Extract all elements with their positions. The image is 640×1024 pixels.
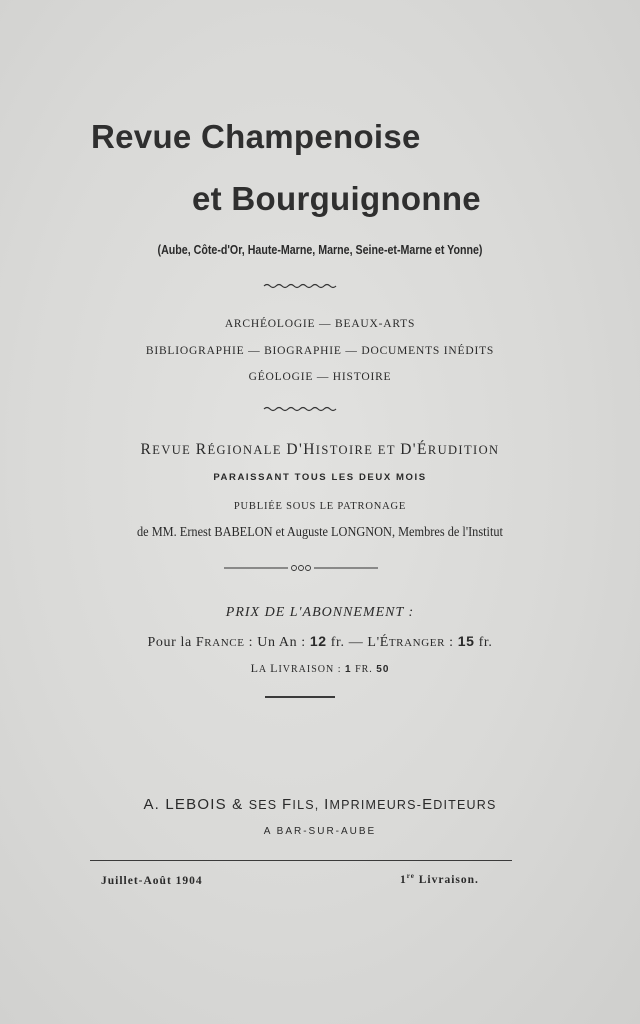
regions-subtitle: (Aube, Côte-d'Or, Haute-Marne, Marne, Seine-et-Marne et Yonne) [157, 242, 483, 257]
frequency-line: PARAISSANT TOUS LES DEUX MOIS [213, 472, 427, 483]
patronage-label: PUBLIÉE SOUS LE PATRONAGE [233, 501, 407, 512]
wavy-ornament-2 [262, 405, 338, 413]
divider-ornament [224, 563, 378, 573]
categories-line1: ARCHÉOLOGIE — BEAUX-ARTS [224, 318, 416, 330]
issue-number: 1re Livraison. [400, 872, 479, 886]
issue-date: Juillet-Août 1904 [101, 875, 203, 887]
categories-line3: GÉOLOGIE — HISTOIRE [248, 371, 392, 383]
subscription-prices: Pour la FRANCE : Un An : 12 fr. — L'ÉTRANGER : 15 fr. [147, 633, 493, 650]
publisher-line: A. LEBOIS & SES FILS, IMPRIMEURS-EDITEURS [143, 796, 497, 813]
issue-price: LA LIVRAISON : 1 FR. 50 [250, 661, 390, 675]
patrons-line: de MM. Ernest BABELON et Auguste LONGNON, Membres de l'Institut [137, 525, 503, 540]
short-rule [265, 696, 335, 698]
footer-rule [90, 860, 512, 861]
journal-title-line2: et Bourguignonne [192, 180, 481, 217]
categories-line2: BIBLIOGRAPHIE — BIOGRAPHIE — DOCUMENTS INÉDITS [145, 345, 495, 357]
wavy-ornament-1 [262, 282, 338, 290]
publisher-city: A BAR-SUR-AUBE [263, 826, 377, 837]
review-subtitle: REVUE RÉGIONALE D'HISTOIRE ET D'ÉRUDITION [140, 441, 500, 458]
journal-title-line1: Revue Champenoise [91, 118, 421, 155]
subscription-title: PRIX DE L'ABONNEMENT : [225, 605, 415, 620]
